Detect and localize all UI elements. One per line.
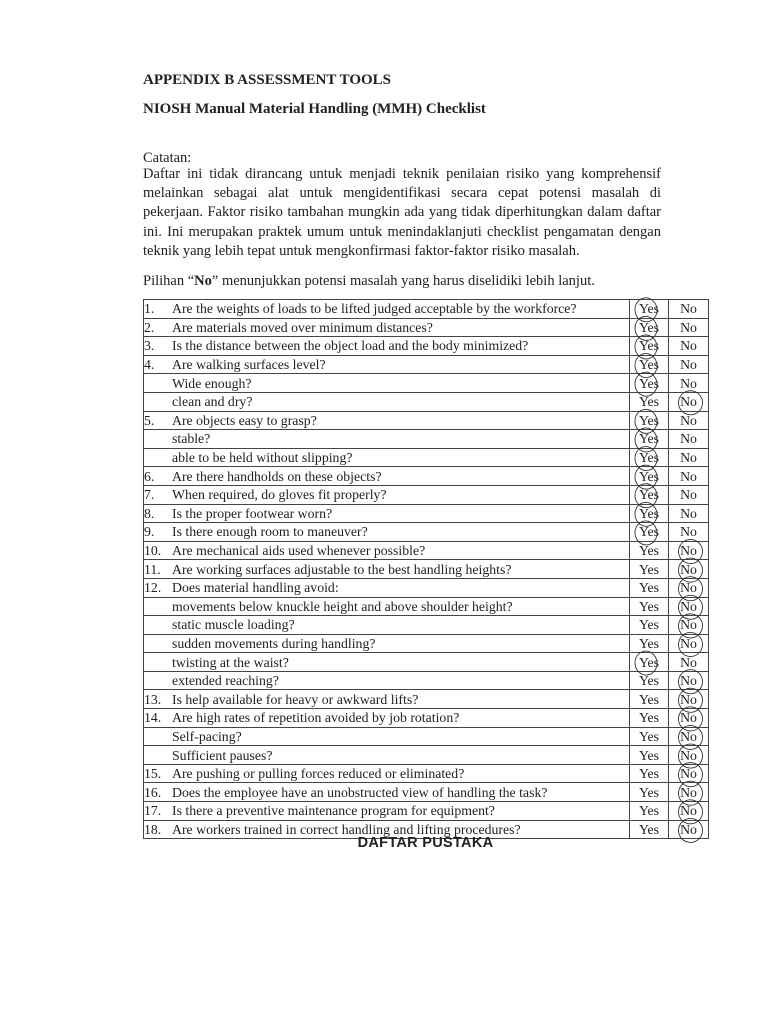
no-option[interactable]: No xyxy=(669,653,709,672)
no-option[interactable]: No xyxy=(669,374,709,393)
yes-option[interactable]: Yes xyxy=(630,411,669,430)
question-number: 13. xyxy=(144,691,162,707)
question-cell xyxy=(144,300,630,319)
question-cell xyxy=(144,727,630,746)
yes-option[interactable]: Yes xyxy=(630,820,669,839)
question-cell xyxy=(144,802,630,821)
checklist-row xyxy=(144,448,709,467)
no-option[interactable]: No xyxy=(669,392,709,411)
question-number: 7. xyxy=(144,487,155,503)
yes-option[interactable]: Yes xyxy=(630,318,669,337)
question-cell xyxy=(144,392,630,411)
question-number: 10. xyxy=(144,543,162,559)
yes-option[interactable]: Yes xyxy=(630,392,669,411)
no-option[interactable]: No xyxy=(669,504,709,523)
yes-option[interactable]: Yes xyxy=(630,504,669,523)
question-cell xyxy=(144,764,630,783)
checklist-row xyxy=(144,392,709,411)
question-cell xyxy=(144,318,630,337)
question-cell xyxy=(144,783,630,802)
no-option[interactable]: No xyxy=(669,727,709,746)
no-option[interactable]: No xyxy=(669,690,709,709)
question-subitem-text: Wide enough? xyxy=(172,375,252,391)
yes-option[interactable]: Yes xyxy=(630,578,669,597)
yes-option[interactable]: Yes xyxy=(630,448,669,467)
question-subitem-text: static muscle loading? xyxy=(172,617,295,633)
checklist-row xyxy=(144,541,709,560)
question-text: Is the proper footwear worn? xyxy=(172,505,333,521)
question-text: Are pushing or pulling forces reduced or eliminated? xyxy=(172,766,465,782)
question-text: Is there a preventive maintenance program for equipment? xyxy=(172,803,495,819)
question-text: Is there enough room to maneuver? xyxy=(172,524,368,540)
checklist-row xyxy=(144,578,709,597)
checklist-row xyxy=(144,653,709,672)
yes-option[interactable]: Yes xyxy=(630,653,669,672)
question-text: Are workers trained in correct handling and lifting procedures? xyxy=(172,821,521,837)
instruction-line xyxy=(143,273,595,290)
question-cell xyxy=(144,337,630,356)
no-option[interactable]: No xyxy=(669,467,709,486)
yes-option[interactable]: Yes xyxy=(630,690,669,709)
checklist-row xyxy=(144,671,709,690)
question-subitem-text: twisting at the waist? xyxy=(172,654,289,670)
note-label: Catatan: xyxy=(143,150,192,166)
question-number: 5. xyxy=(144,412,155,428)
checklist-row xyxy=(144,485,709,504)
instruction-bold-no: No xyxy=(194,273,212,289)
question-text: Are high rates of repetition avoided by job rotation? xyxy=(172,710,460,726)
question-text: Are the weights of loads to be lifted judged acceptable by the workforce? xyxy=(172,301,577,317)
question-number: 14. xyxy=(144,710,162,726)
question-number: 6. xyxy=(144,468,155,484)
no-option[interactable]: No xyxy=(669,634,709,653)
yes-option[interactable]: Yes xyxy=(630,746,669,765)
question-cell xyxy=(144,541,630,560)
checklist-row xyxy=(144,300,709,319)
yes-option[interactable]: Yes xyxy=(630,783,669,802)
question-number: 1. xyxy=(144,301,155,317)
appendix-title: APPENDIX B ASSESSMENT TOOLS xyxy=(143,72,392,88)
no-option[interactable]: No xyxy=(669,541,709,560)
no-option[interactable]: No xyxy=(669,523,709,542)
question-cell xyxy=(144,430,630,449)
question-subitem-text: clean and dry? xyxy=(172,394,253,410)
question-text: Does material handling avoid: xyxy=(172,580,339,596)
no-option[interactable]: No xyxy=(669,355,709,374)
question-cell xyxy=(144,578,630,597)
checklist-row xyxy=(144,467,709,486)
no-option[interactable]: No xyxy=(669,783,709,802)
checklist-row xyxy=(144,634,709,653)
yes-option[interactable]: Yes xyxy=(630,597,669,616)
yes-option[interactable]: Yes xyxy=(630,485,669,504)
checklist-row xyxy=(144,616,709,635)
checklist-row xyxy=(144,560,709,579)
no-option[interactable]: No xyxy=(669,616,709,635)
question-subitem-text: Sufficient pauses? xyxy=(172,747,273,763)
question-cell xyxy=(144,411,630,430)
yes-option[interactable]: Yes xyxy=(630,671,669,690)
checklist-row xyxy=(144,690,709,709)
no-option[interactable]: No xyxy=(669,802,709,821)
question-text: When required, do gloves fit properly? xyxy=(172,487,387,503)
question-subitem-text: stable? xyxy=(172,431,211,447)
question-subitem-text: sudden movements during handling? xyxy=(172,635,376,651)
yes-option[interactable]: Yes xyxy=(630,523,669,542)
yes-option[interactable]: Yes xyxy=(630,430,669,449)
no-option[interactable]: No xyxy=(669,709,709,728)
checklist-row xyxy=(144,783,709,802)
note-paragraph: Daftar ini tidak dirancang untuk menjadi teknik penilaian risiko yang komprehensif melainkan sebagai alat untuk mengidentifikasi secara cepat potensi masalah di pekerjaan. Faktor risiko tambahan mungkin ada yang tidak diperhitungkan dalam daftar ini. Ini merupakan praktek umum untuk menindaklanjuti checklist pengamatan dengan teknik yang lebih tepat untuk mengkonfirmasi faktor-faktor risiko masalah. xyxy=(143,166,661,259)
question-cell xyxy=(144,671,630,690)
yes-option[interactable]: Yes xyxy=(630,337,669,356)
yes-option[interactable]: Yes xyxy=(630,560,669,579)
question-cell xyxy=(144,374,630,393)
checklist-row xyxy=(144,727,709,746)
question-cell xyxy=(144,523,630,542)
checklist-row xyxy=(144,523,709,542)
no-option[interactable]: No xyxy=(669,337,709,356)
question-text: Are there handholds on these objects? xyxy=(172,468,382,484)
question-cell xyxy=(144,504,630,523)
yes-option[interactable]: Yes xyxy=(630,355,669,374)
no-option[interactable]: No xyxy=(669,746,709,765)
question-text: Is help available for heavy or awkward lifts? xyxy=(172,691,419,707)
checklist-row xyxy=(144,802,709,821)
checklist-table xyxy=(143,299,709,839)
no-option[interactable]: No xyxy=(669,318,709,337)
question-cell xyxy=(144,690,630,709)
no-option[interactable]: No xyxy=(669,671,709,690)
question-number: 9. xyxy=(144,524,155,540)
question-number: 4. xyxy=(144,357,155,373)
question-number: 3. xyxy=(144,338,155,354)
question-cell xyxy=(144,709,630,728)
question-text: Are mechanical aids used whenever possible? xyxy=(172,543,426,559)
yes-option[interactable]: Yes xyxy=(630,764,669,783)
instruction-text-before: Pilihan “ xyxy=(143,273,195,289)
no-option[interactable]: No xyxy=(669,578,709,597)
question-cell xyxy=(144,355,630,374)
question-cell xyxy=(144,467,630,486)
question-subitem-text: Self-pacing? xyxy=(172,728,242,744)
question-cell xyxy=(144,634,630,653)
checklist-row xyxy=(144,764,709,783)
yes-option[interactable]: Yes xyxy=(630,374,669,393)
question-cell xyxy=(144,448,630,467)
question-subitem-text: movements below knuckle height and above shoulder height? xyxy=(172,598,513,614)
checklist-title: NIOSH Manual Material Handling (MMH) Checklist xyxy=(143,101,486,117)
question-cell xyxy=(144,746,630,765)
question-number: 15. xyxy=(144,766,162,782)
checklist-row xyxy=(144,337,709,356)
question-cell xyxy=(144,597,630,616)
checklist-row xyxy=(144,355,709,374)
yes-option[interactable]: Yes xyxy=(630,541,669,560)
yes-option[interactable]: Yes xyxy=(630,802,669,821)
checklist-row xyxy=(144,374,709,393)
yes-option[interactable]: Yes xyxy=(630,709,669,728)
checklist-row xyxy=(144,597,709,616)
checklist-row xyxy=(144,504,709,523)
checklist-row xyxy=(144,709,709,728)
checklist-row xyxy=(144,411,709,430)
question-cell xyxy=(144,653,630,672)
question-number: 16. xyxy=(144,784,162,800)
no-option[interactable]: No xyxy=(669,764,709,783)
question-number: 17. xyxy=(144,803,162,819)
no-option[interactable]: No xyxy=(669,411,709,430)
no-option[interactable]: No xyxy=(669,485,709,504)
question-text: Is the distance between the object load and the body minimized? xyxy=(172,338,529,354)
checklist-row xyxy=(144,746,709,765)
yes-option[interactable]: Yes xyxy=(630,727,669,746)
question-cell xyxy=(144,560,630,579)
question-number: 12. xyxy=(144,580,162,596)
question-subitem-text: able to be held without slipping? xyxy=(172,450,353,466)
question-text: Does the employee have an unobstructed view of handling the task? xyxy=(172,784,548,800)
no-option[interactable]: No xyxy=(669,597,709,616)
question-cell xyxy=(144,485,630,504)
yes-option[interactable]: Yes xyxy=(630,616,669,635)
question-text: Are objects easy to grasp? xyxy=(172,412,317,428)
yes-option[interactable]: Yes xyxy=(630,634,669,653)
no-option[interactable]: No xyxy=(669,448,709,467)
bibliography-heading: DAFTAR PUSTAKA xyxy=(357,835,494,851)
yes-option[interactable]: Yes xyxy=(630,300,669,319)
checklist-row xyxy=(144,430,709,449)
instruction-text-after: ” menunjukkan potensi masalah yang harus diselidiki lebih lanjut. xyxy=(211,273,595,289)
no-option[interactable]: No xyxy=(669,820,709,839)
question-text: Are walking surfaces level? xyxy=(172,357,326,373)
no-option[interactable]: No xyxy=(669,430,709,449)
question-number: 8. xyxy=(144,505,155,521)
question-subitem-text: extended reaching? xyxy=(172,673,279,689)
yes-option[interactable]: Yes xyxy=(630,467,669,486)
question-number: 18. xyxy=(144,821,162,837)
question-text: Are working surfaces adjustable to the best handling heights? xyxy=(172,561,512,577)
question-number: 2. xyxy=(144,319,155,335)
question-number: 11. xyxy=(144,561,161,577)
question-text: Are materials moved over minimum distances? xyxy=(172,319,433,335)
question-cell xyxy=(144,616,630,635)
no-option[interactable]: No xyxy=(669,560,709,579)
checklist-row xyxy=(144,318,709,337)
no-option[interactable]: No xyxy=(669,300,709,319)
